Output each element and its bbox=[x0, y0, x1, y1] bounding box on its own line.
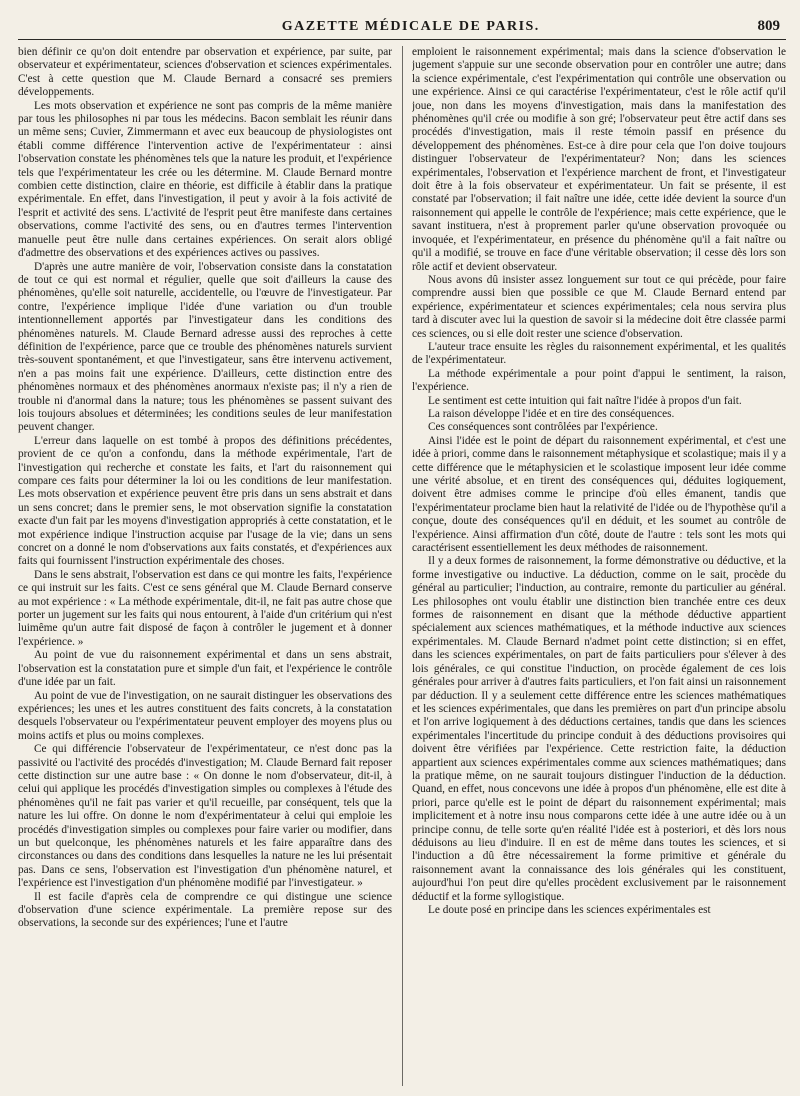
running-title: GAZETTE MÉDICALE DE PARIS. bbox=[281, 19, 540, 34]
paragraph: Au point de vue de l'investigation, on ne saurait distinguer les observations des expériences; les unes et les autres constituent des faits concrets, à la constatation desquels l'observateur ou l'expérimentateur peuvent employer des moyens plus ou moins actifs et plus ou moins complexes. bbox=[18, 689, 392, 742]
paragraph: La raison développe l'idée et en tire des conséquences. bbox=[428, 407, 675, 420]
paragraph: Il y a deux formes de raisonnement, la forme démonstrative ou déductive, et la forme investigative ou inductive. La déduction, comme on le sait, procède du général au particulier; l'induction, au contraire, remonte du particulier au général. Les philosophes ont voulu établir une distinction bien tranchée entre ces deux formes de raisonnement en disant que la méthode déductive appartient spécialement aux sciences mathématiques, et la méthode inductive aux sciences expérimentales. M. Claude Bernard n'admet point cette distinction; si en effet, dans les sciences expérimentales, on part de faits particuliers pour s'élever à des lois générales, ce qui constitue l'induction, on procède également de ces lois générales pour arriver à d'autres faits particuliers, et l'on fait ainsi un raisonnement par déduction. Il y a seulement cette différence entre les sciences mathématiques et les sciences expérimentales, que dans les premières on part d'un principe absolu et l'on arrive logiquement à des déductions certaines, tandis que dans les sciences expérimentales l'incertitude du principe conduit à des déductions provisoires qui doivent être vérifiées par l'expérience. Cette restriction faite, la déduction appartient aux sciences expérimentales comme aux sciences mathématiques; dans la pratique même, on ne saurait toujours distinguer l'induction de la déduction. Quand, en effet, nous concevons une idée à propos d'un phénomène, elle est dite à priori, parce qu'elle est le point de départ du raisonnement expérimental; mais implicitement et à notre insu nous comparons cette idée à une autre idée ou à un principe connu, de telle sorte qu'en réalité l'idée est à posteriori, et dès lors nous déduisons au lieu d'induire. Il en est de même dans toutes les sciences, et si l'induction a dû être nécessairement la forme primitive et générale du raisonnement avant la connaissance des lois générales qui les constituent, aujourd'hui l'on peut dire qu'elles procèdent exclusivement par le raisonnement déductif et la forme syllogistique. bbox=[412, 555, 786, 903]
paragraph: Le doute posé en principe dans les sciences expérimentales est bbox=[428, 904, 711, 916]
paragraph: Au point de vue du raisonnement expérimental et dans un sens abstrait, l'observation est la constatation pure et simple d'un fait, et l'expérience le contrôle d'une idée par un fait. bbox=[18, 649, 392, 689]
paragraph: D'après une autre manière de voir, l'observation consiste dans la constatation de tout ce qui est normal et régulier, quelle que soit d'ailleurs la cause des phénomènes, qu'elle soit naturelle, accidentelle, ou l'œuvre de l'investigateur. Par contre, l'expérience implique l'idée d'une variation ou d'un trouble intentionnellement apportés par l'investigateur dans les conditions des phénomènes naturels. M. Claude Bernard adresse aussi des reproches à cette définition de l'expérience, parce que ce trouble des phénomènes naturels survient très-souvent spontanément, et que l'investigateur, sans être intervenu activement, n'en a pas moins fait une expérience. D'ailleurs, cette distinction entre des phénomènes normaux et des phénomènes anormaux n'existe pas; il n'y a rien de trouble ni d'anormal dans la nature; tous les phénomènes se passent suivant des lois toujours absolues et déterminées; les conditions seules de leur manifestation peuvent changer. bbox=[18, 260, 392, 434]
paragraph: Ainsi l'idée est le point de départ du raisonnement expérimental, et c'est une idée à priori, comme dans le raisonnement métaphysique et scolastique; mais il y a cette différence que le métaphysicien et le scolastique imposent leur idée comme une vérité absolue, et en tirent des conséquences qui, déduites logiquement, doivent être admises comme le principe d'où elles émanent, tandis que l'expérimentateur proclame bien haut la relativité de l'idée ou de l'hypothèse qu'il a conçue, doute des conséquences qu'il en déduit, et les soumet au contrôle de l'expérience. Ainsi affirmation d'un côté, doute de l'autre : tels sont les mots qui caractérisent essentiellement les deux méthodes de raisonnement. bbox=[412, 434, 786, 555]
paragraph: Ce qui différencie l'observateur de l'expérimentateur, ce n'est donc pas la passivité ou l'activité des procédés d'investigation; M. Claude Bernard fait reposer cette distinction sur une autre base : « On donne le nom d'observateur, dit-il, à celui qui applique les procédés d'investigation simples ou complexes à l'étude des phénomènes qu'il ne fait pas varier et qu'il recueille, par conséquent, tels que la nature les lui offre. On donne le nom d'expérimentateur à celui qui emploie les procédés d'investigation simples ou complexes pour faire varier ou modifier, dans un but quelconque, les phénomènes naturels et les faire apparaître dans des circonstances ou dans des conditions dans lesquelles la nature ne les lui présentait pas. Dans ce sens, l'observation est l'investigation d'un phénomène naturel, et l'expérience est l'investigation d'un phénomène modifié par l'investigateur. » bbox=[18, 743, 392, 890]
paragraph: Les mots observation et expérience ne sont pas compris de la même manière par tous les philosophes ni par tous les médecins. Bacon semblait les réunir dans un même sens; Cuvier, Zimmermann et avec eux beaucoup de physiologistes ont établi comme différence l'intervention active de l'expérimentateur : ainsi l'observation constate les phénomènes tels que la nature les produit, et l'expérience tels que l'expérimentateur les crée ou les détermine. M. Claude Bernard montre combien cette distinction, claire en théorie, est difficile à établir dans la pratique expérimentale. En effet, dans l'investigation, il peut y avoir à la fois activité de l'esprit et activité des sens. L'activité de l'esprit peut être manifeste dans certaines observations, comme l'activité des sens, ou en d'autres termes l'intervention manuelle peut être nulle dans certaines expériences. On serait alors obligé d'admettre des observations et des expériences actives ou passives. bbox=[18, 99, 392, 260]
paragraph: La méthode expérimentale a pour point d'appui le sentiment, la raison, l'expérience. bbox=[412, 367, 786, 394]
right-column bbox=[412, 46, 786, 1086]
text-columns bbox=[18, 46, 786, 1086]
paragraph: Il est facile d'après cela de comprendre ce qui distingue une science d'observation d'une science expérimentale. La première repose sur des observations, la seconde sur des expériences; l'une et l'autre bbox=[18, 890, 392, 930]
page-header bbox=[18, 0, 786, 40]
paragraph: L'erreur dans laquelle on est tombé à propos des définitions précédentes, provient de ce qu'on a confondu, dans la méthode expérimentale, l'art de l'investigation qui recherche et constate les faits, et l'art du raisonnement qui compare ces faits pour déterminer la loi ou les conditions de leur manifestation. Les mots observation et expérience peuvent être pris dans un sens abstrait et dans un sens concret; dans le premier sens, le mot observation signifie la constatation exacte d'un fait par les moyens d'investigation appropriés à cette constatation, et le mot expérience indique l'instruction acquise par l'usage de la vie; dans un sens concret on a donné le nom d'observations aux faits constatés, et d'expériences aux faits qui fournissent l'instruction expérimentale des choses. bbox=[18, 434, 392, 568]
paragraph: emploient le raisonnement expérimental; mais dans la science d'observation le jugement s'appuie sur une seconde observation pour en contrôler une autre; dans la science expérimentale, c'est l'expérimentation qui contrôle une observation ou une expérience. Ainsi ce qui caractérise l'expérimentateur, c'est le rôle actif qu'il joue, non dans les moyens d'investigation, mais dans la manifestation des phénomènes qu'il crée ou modifie à son gré; l'observateur peut être actif dans ses procédés d'investigation, mais il reste témoin passif en présence du développement des phénomènes. Est-ce à dire pour cela que l'on doive toujours distinguer l'observateur de l'expérimentateur? Non; dans les sciences expérimentales, l'observation et l'expérience marchent de front, et l'investigateur doit être à la fois observateur et expérimentateur. Un fait se présente, il est constaté par l'observation; il fait naître une idée, cette idée devient la source d'un raisonnement qui appelle le contrôle de l'expérience; mais cette expérience, que le savant instituera, n'est à proprement parler qu'une observation provoquée ou invoquée, et l'expérimentateur, en présence du phénomène qu'il a fait naître ou qu'il a modifié, se trouve en face d'une véritable observation; il cesse dès lors son rôle actif et devient observateur. bbox=[412, 46, 786, 273]
paragraph: Nous avons dû insister assez longuement sur tout ce qui précède, pour faire comprendre aussi bien que possible ce que M. Claude Bernard entend par expérience, expérimentateur et sciences expérimentales; cela nous servira plus tard à discuter avec lui la question de savoir si la médecine doit être classée parmi ces sciences, ou si elle doit rester une science d'observation. bbox=[412, 273, 786, 340]
left-column bbox=[18, 46, 392, 1086]
paragraph: Ces conséquences sont contrôlées par l'expérience. bbox=[428, 421, 658, 434]
paragraph: bien définir ce qu'on doit entendre par observation et expérience, par suite, par observateur et expérimentateur, sciences d'observation et sciences expérimentales. C'est à cette question que M. Claude Bernard a consacré ses premiers développements. bbox=[18, 46, 392, 99]
paragraph: Dans le sens abstrait, l'observation est dans ce qui montre les faits, l'expérience ce qui instruit sur les faits. C'est ce sens général que M. Claude Bernard conserve au mot expérience : « La méthode expérimentale, dit-il, ne fait pas autre chose que porter un jugement sur les faits qui nous entourent, à l'aide d'un critérium qui n'est luimême qu'un autre fait disposé de façon à contrôler le jugement et à donner l'expérience. » bbox=[18, 568, 392, 648]
paragraph: Le sentiment est cette intuition qui fait naître l'idée à propos d'un fait. bbox=[428, 394, 742, 407]
page-number: 809 bbox=[757, 18, 780, 34]
paragraph: L'auteur trace ensuite les règles du raisonnement expérimental, et les qualités de l'expérimentateur. bbox=[412, 340, 786, 367]
